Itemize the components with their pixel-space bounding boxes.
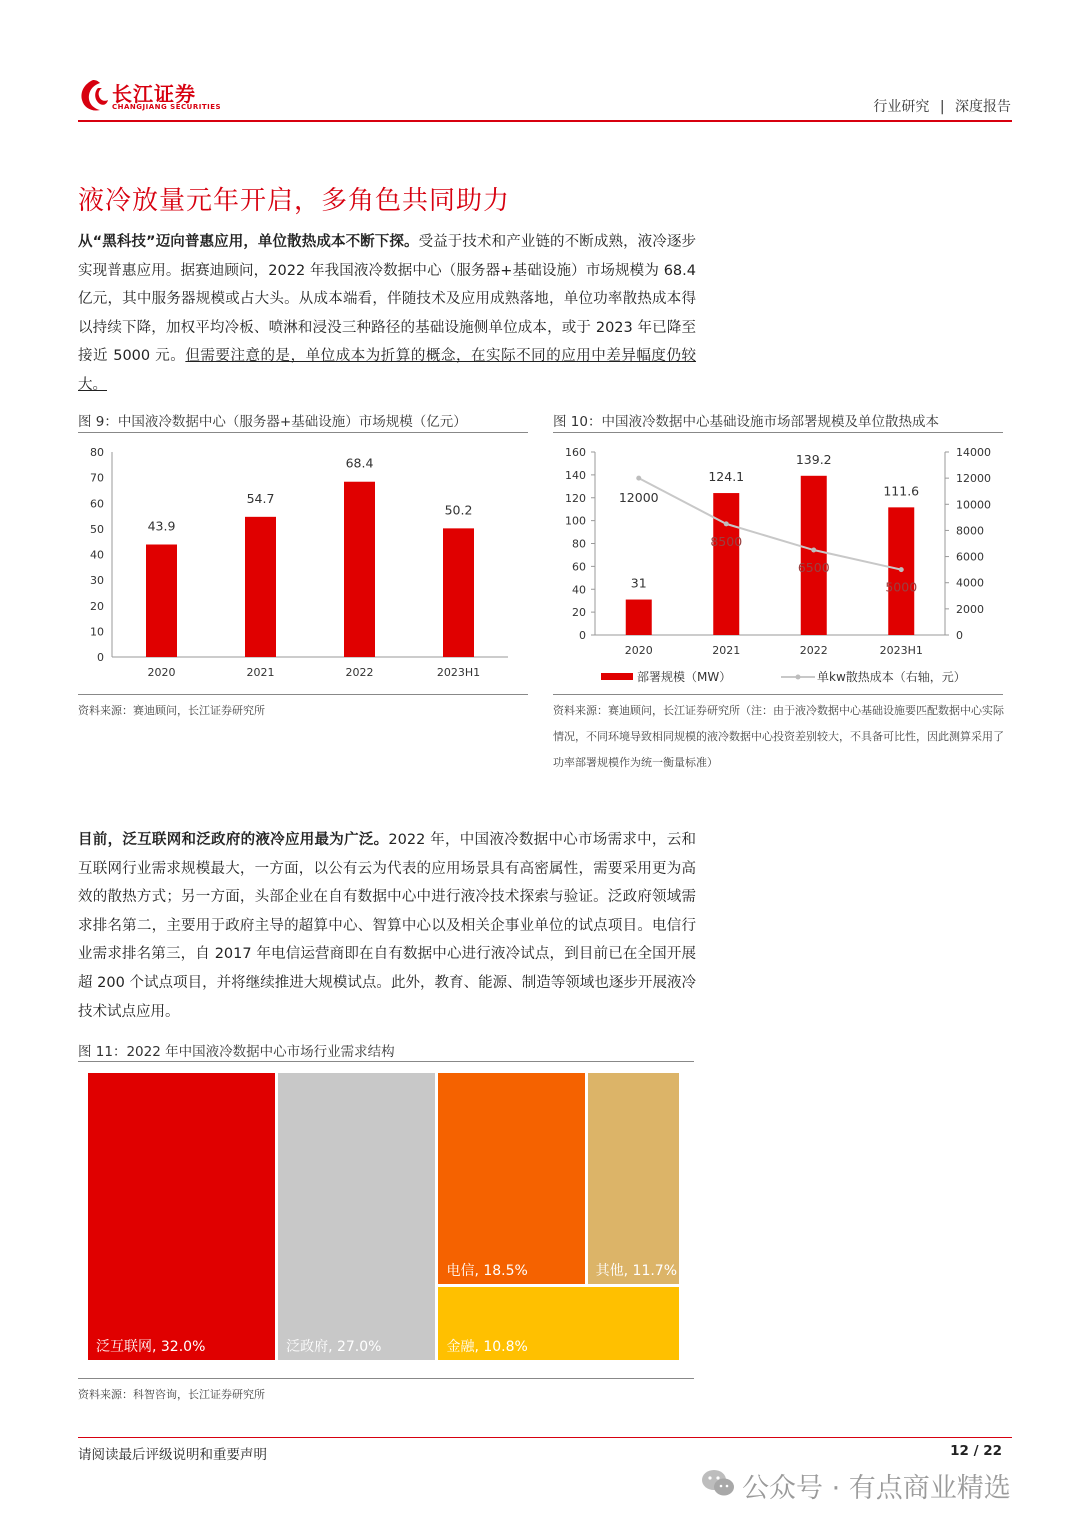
right-tick-label: 6000 [956, 550, 984, 564]
bar [344, 482, 375, 657]
legend-bar-swatch [601, 673, 633, 680]
treemap-cell-government [278, 1073, 435, 1360]
left-tick-label: 120 [565, 491, 586, 505]
treemap-label: 泛互联网, 32.0% [96, 1339, 206, 1355]
bar [146, 545, 177, 657]
footer-divider [78, 1437, 1012, 1438]
x-tick-label: 2021 [246, 666, 275, 679]
figure-10-combo-chart [553, 440, 1005, 692]
x-tick-label: 2020 [624, 644, 653, 657]
figure-9-bottom-rule [78, 694, 528, 695]
left-tick-label: 140 [565, 468, 586, 482]
cost-point [811, 548, 816, 553]
left-tick-label: 100 [565, 514, 586, 528]
figure-10-caption-rule [553, 432, 1003, 433]
y-tick-label: 0 [97, 651, 104, 664]
legend-bar-label: 部署规模（MW） [637, 670, 732, 684]
x-tick-label: 2022 [345, 666, 374, 679]
cost-point [724, 521, 729, 526]
left-tick-label: 160 [565, 446, 586, 459]
figure-10-source: 资料来源：赛迪顾问，长江证券研究所（注：由于液冷数据中心基础设施要匹配数据中心实际情况，不同环境导致相同规模的液冷数据中心投资差别较大，不具备可比性，因此测算采用了功率部署规模作为统一衡量标准） [553, 704, 1004, 769]
report-category [873, 96, 1011, 116]
x-tick-label: 2023H1 [436, 666, 481, 679]
legend-line-label: 单kw散热成本（右轴，元） [817, 670, 966, 684]
figure-11-treemap [78, 1064, 694, 1374]
left-tick-label: 0 [579, 629, 586, 642]
y-tick-label: 70 [90, 471, 104, 485]
bar-value-label: 54.7 [246, 490, 275, 506]
bar-value-label: 139.2 [795, 451, 832, 467]
y-tick-label: 10 [90, 625, 104, 639]
cost-value-label: 12000 [618, 490, 659, 506]
bar [801, 476, 827, 635]
treemap-cell-finance [438, 1287, 679, 1360]
right-tick-label: 12000 [956, 472, 991, 486]
figure-9-caption: 图 9：中国液冷数据中心（服务器+基础设施）市场规模（亿元） [78, 414, 467, 430]
figure-10-caption: 图 10：中国液冷数据中心基础设施市场部署规模及单位散热成本 [553, 414, 939, 430]
y-tick-label: 40 [90, 548, 104, 562]
treemap-cell-internet [88, 1073, 275, 1360]
figure-11-caption: 图 11：2022 年中国液冷数据中心市场行业需求结构 [78, 1044, 395, 1060]
bar-value-label: 31 [630, 575, 647, 591]
y-tick-label: 80 [90, 446, 104, 459]
figure-9-caption-rule [78, 432, 528, 433]
bar [713, 493, 739, 635]
cost-line [639, 478, 902, 569]
cost-value-label: 5000 [885, 579, 918, 595]
y-tick-label: 20 [90, 599, 104, 613]
watermark-text: 公众号 · 有点商业精选 [742, 1473, 1011, 1504]
section-title: 液冷放量元年开启，多角色共同助力 [78, 186, 511, 216]
wechat-icon [700, 1468, 736, 1498]
bar [245, 517, 276, 657]
figure-9-source: 资料来源：赛迪顾问，长江证券研究所 [78, 704, 265, 717]
brand-name: 长江证券 [112, 82, 196, 106]
left-tick-label: 20 [572, 606, 586, 620]
header-divider [78, 120, 1012, 122]
paragraph-2 [78, 826, 696, 1026]
paragraph-1-body: 受益于技术和产业链的不断成熟，液冷逐步实现普惠应用。据赛迪顾问，2022 年我国液冷数据中心（服务器+基础设施）市场规模为 68.4 亿元，其中服务器规模或占大头。从成本端看，伴随技术及应用成熟落地，单位功率散热成本得以持续下降，加权平均冷板、喷淋和浸没三种路径的基础设施侧单位成本，或于 2023 年已降至接近 5000 元。 [78, 234, 696, 365]
y-tick-label: 30 [90, 574, 104, 588]
figure-9-bar-chart [78, 440, 530, 685]
bar-value-label: 50.2 [444, 502, 473, 518]
treemap-label: 泛政府, 27.0% [286, 1339, 382, 1355]
x-tick-label: 2023H1 [879, 644, 923, 657]
cost-value-label: 8500 [710, 533, 743, 549]
x-tick-label: 2020 [147, 666, 176, 679]
bar-value-label: 68.4 [345, 455, 374, 471]
cost-value-label: 6500 [797, 560, 830, 576]
left-tick-label: 40 [572, 583, 586, 597]
right-tick-label: 14000 [956, 446, 991, 459]
category-separator: | [939, 99, 945, 115]
figure-11-caption-rule [78, 1061, 694, 1062]
treemap-label: 金融, 10.8% [446, 1338, 528, 1355]
cost-point [899, 567, 904, 572]
treemap-cell-other [588, 1073, 679, 1284]
right-tick-label: 4000 [956, 576, 984, 590]
right-tick-label: 8000 [956, 524, 984, 538]
brand-name-en: CHANGJIANG SECURITIES [112, 103, 222, 111]
paragraph-1-note: 但需要注意的是，单位成本为折算的概念，在实际不同的应用中差异幅度仍较大。 [78, 348, 697, 393]
left-tick-label: 80 [572, 537, 586, 551]
figure-11-source: 资料来源：科智咨询，长江证券研究所 [78, 1388, 265, 1401]
right-tick-label: 10000 [956, 498, 991, 512]
paragraph-1-lead: 从“黑科技”迈向普惠应用，单位散热成本不断下探。 [78, 234, 419, 250]
bar-value-label: 111.6 [883, 483, 920, 499]
figure-11-bottom-rule [78, 1378, 694, 1379]
y-tick-label: 60 [90, 497, 104, 511]
treemap-label: 电信, 18.5% [446, 1262, 528, 1279]
bar-value-label: 124.1 [708, 469, 745, 485]
footer-disclaimer: 请阅读最后评级说明和重要声明 [78, 1447, 267, 1463]
bar-value-label: 43.9 [147, 518, 176, 534]
figure-10-bottom-rule [553, 694, 1003, 695]
right-tick-label: 2000 [956, 602, 984, 616]
bar [443, 528, 474, 657]
x-tick-label: 2022 [799, 644, 828, 657]
paragraph-2-body: 2022 年，中国液冷数据中心市场需求中，云和互联网行业需求规模最大，一方面，以公有云为代表的应用场景具有高密属性，需要采用更为高效的散热方式；另一方面，头部企业在自有数据中心中进行液冷技术探索与验证。泛政府领域需求排名第二，主要用于政府主导的超算中心、智算中心以及相关企事业单位的试点项目。电信行业需求排名第三，自 2017 年电信运营商即在自有数据中心进行液冷试点，到目前已在全国开展超 200 个试点项目，并将继续推进大规模试点。此外，教育、能源、制造等领域也逐步开展液冷技术试点应用。 [78, 832, 697, 1020]
paragraph-2-lead: 目前，泛互联网和泛政府的液冷应用最为广泛。 [78, 832, 389, 848]
category-label: 行业研究 [873, 99, 930, 115]
paragraph-1 [78, 228, 696, 400]
bar [626, 600, 652, 635]
treemap-cell-telecom [438, 1073, 584, 1284]
y-tick-label: 50 [90, 522, 104, 536]
page-number: 12 / 22 [950, 1443, 1002, 1459]
report-type-label: 深度报告 [955, 99, 1011, 115]
logo-mark-icon [76, 78, 110, 114]
left-tick-label: 60 [572, 560, 586, 574]
x-tick-label: 2021 [712, 644, 741, 657]
right-tick-label: 0 [956, 629, 963, 642]
treemap-label: 其他, 11.7% [595, 1262, 678, 1279]
cost-point [636, 476, 641, 481]
legend-line-marker [796, 675, 801, 680]
